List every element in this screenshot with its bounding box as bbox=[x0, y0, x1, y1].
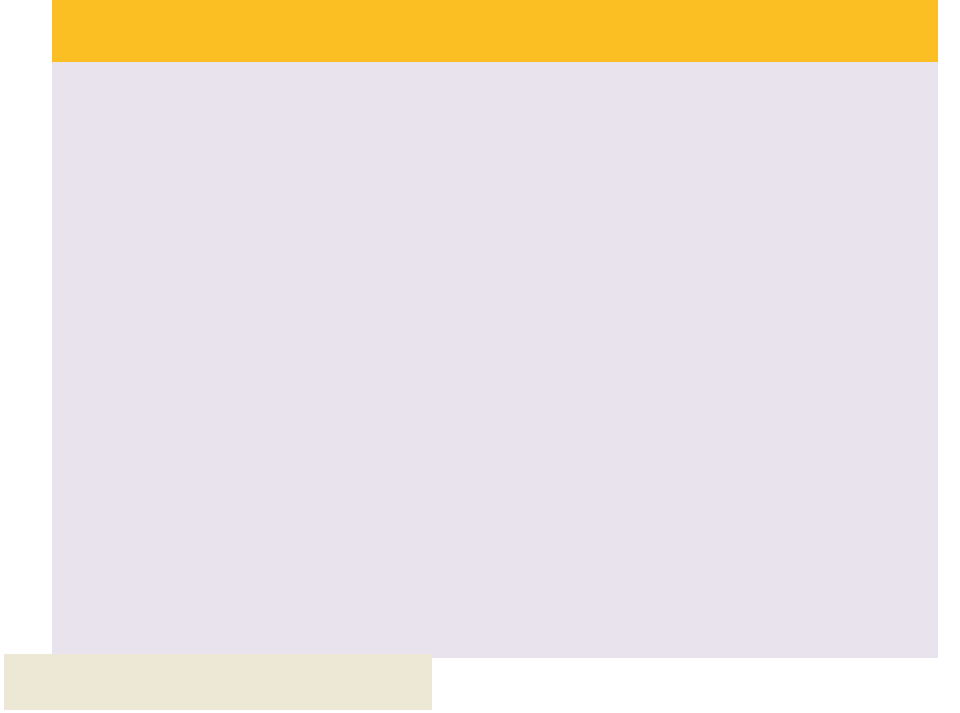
content-panel bbox=[52, 62, 938, 658]
title-bar bbox=[52, 0, 938, 62]
footer-box bbox=[4, 654, 432, 710]
